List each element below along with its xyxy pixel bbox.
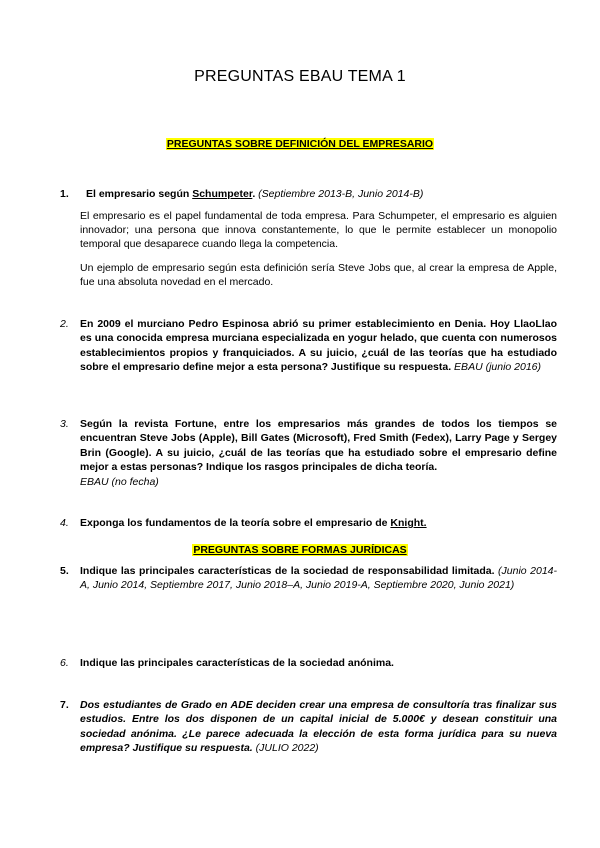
- question-3: [80, 417, 557, 489]
- question-5: [80, 564, 557, 593]
- question-1: [86, 187, 557, 201]
- question-5-text: Indique las principales características de la sociedad de responsabilidad limitada.: [80, 565, 495, 577]
- question-3-ref: EBAU (no fecha): [80, 475, 159, 488]
- question-1-number: 1.: [60, 188, 69, 200]
- answer-1-paragraph-1: El empresario es el papel fundamental de toda empresa. Para Schumpeter, el empresario es alguien innovador; una persona que innova constantemente, lo que le permite establecer un monopolio temporal que desaparece cuando llega la competencia.: [80, 210, 557, 251]
- question-6: [80, 656, 557, 670]
- question-4-number: 4.: [60, 517, 69, 529]
- question-1-name: Schumpeter: [192, 188, 253, 200]
- question-2-number: 2.: [60, 318, 69, 330]
- question-2-ref: EBAU (junio 2016): [451, 361, 542, 374]
- question-7-ref: (JULIO 2022): [252, 742, 319, 755]
- question-7-number: 7.: [60, 699, 69, 711]
- page-title: PREGUNTAS EBAU TEMA 1: [194, 68, 406, 85]
- section-heading-formas-juridicas: [0, 542, 600, 557]
- question-2: [80, 317, 557, 375]
- question-4-lead: Exponga los fundamentos de la teoría sobre el empresario de: [80, 517, 391, 529]
- section-heading-empresario-text: PREGUNTAS SOBRE DEFINICIÓN DEL EMPRESARIO: [166, 138, 434, 150]
- question-5-number: 5.: [60, 565, 69, 577]
- question-7: [80, 698, 557, 756]
- question-5-ref: (Junio 2014-A, Junio 2014, Septiembre 2017, Junio 2018–A, Junio 2019-A, Septiembre 2020, Junio 2021): [80, 565, 557, 592]
- question-6-number: 6.: [60, 657, 69, 669]
- section-heading-empresario: [0, 136, 600, 151]
- question-1-ref: (Septiembre 2013-B, Junio 2014-B): [255, 188, 424, 200]
- answer-1-paragraph-2: Un ejemplo de empresario según esta definición sería Steve Jobs que, al crear la empresa de Apple, fue una absoluta novedad en el mercado.: [80, 262, 557, 289]
- question-7-text: Dos estudiantes de Grado en ADE deciden crear una empresa de consultoría tras finalizar sus estudios. Entre los dos disponen de un capital inicial de 5.000€ y desean constituir una sociedad anónima. ¿Le parece adecuada la elección de esta forma jurídica para su nueva empresa? Justifique su respuesta.: [80, 699, 557, 755]
- question-3-number: 3.: [60, 418, 69, 430]
- question-1-dot: .: [252, 188, 256, 200]
- question-1-lead: El empresario según: [86, 188, 193, 200]
- question-3-text: Según la revista Fortune, entre los empresarios más grandes de todos los tiempos se encuentran Steve Jobs (Apple), Bill Gates (Microsoft), Fred Smith (Fedex), Larry Page y Sergey Brin (Google). A su juicio, ¿cuál de las teorías que ha estudiado sobre el empresario define mejor a estas personas? Indique los rasgos principales de dicha teoría.: [80, 418, 557, 474]
- question-6-text: Indique las principales características de la sociedad anónima.: [80, 657, 394, 669]
- question-4-name: Knight.: [390, 517, 427, 529]
- question-4: [80, 516, 557, 530]
- section-heading-formas-juridicas-text: PREGUNTAS SOBRE FORMAS JURÍDICAS: [193, 544, 407, 556]
- question-2-text: En 2009 el murciano Pedro Espinosa abrió su primer establecimiento en Denia. Hoy LlaoLlao es una conocida empresa murciana especializada en yogur helado, que cuenta con numerosos establecimientos propios y franquiciados. A su juicio, ¿cuál de las teorías que ha estudiado sobre el empresario define mejor a esta persona? Justifique su respuesta.: [80, 318, 557, 374]
